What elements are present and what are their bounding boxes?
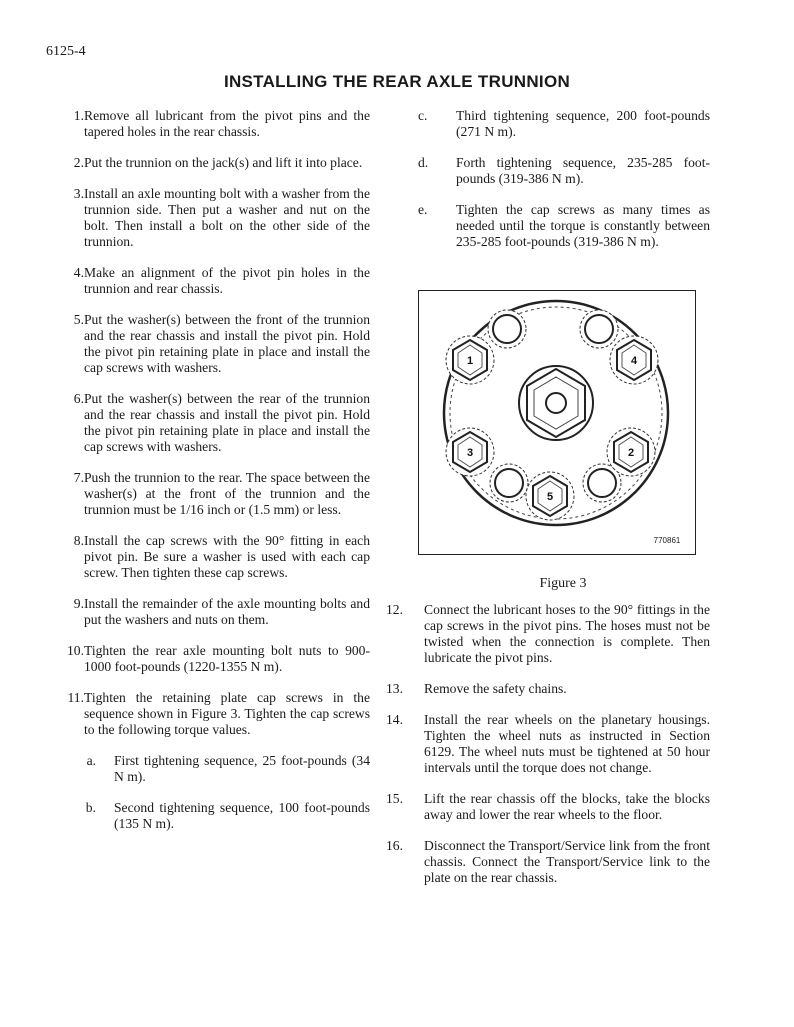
screw-label-4: 4	[630, 355, 638, 367]
substep-text: Tighten the cap screws as many times as needed until the torque is constantly between 235-285 foot-pounds (319-386 N m).	[456, 202, 710, 249]
screw-label-2: 2	[627, 447, 635, 459]
step-item	[386, 791, 710, 823]
substep-text: Second tightening sequence, 100 foot-pounds (135 N m).	[114, 800, 370, 831]
substep-letter: e.	[418, 202, 428, 217]
substep-letter: d.	[418, 155, 429, 170]
step-number: 16.	[386, 838, 403, 853]
substep-letter: b.	[85, 800, 96, 815]
step-text: Install the cap screws with the 90° fitting in each pivot pin. Be sure a washer is used with each cap screw. Then tighten these cap screws.	[84, 533, 370, 580]
step-text: Put the trunnion on the jack(s) and lift it into place.	[84, 155, 363, 170]
right-column-steps	[386, 602, 710, 901]
open-hole-icon	[490, 464, 528, 502]
substep-text: First tightening sequence, 25 foot-pounds (34 N m).	[114, 753, 370, 784]
step-item	[40, 186, 370, 250]
step-item	[40, 643, 370, 675]
step-item	[40, 108, 370, 140]
step-item	[40, 690, 370, 738]
figure-3-diagram	[418, 290, 696, 555]
step-item	[40, 155, 370, 171]
substep-text: Third tightening sequence, 200 foot-pounds (271 N m).	[456, 108, 710, 139]
step-text: Put the washer(s) between the rear of the trunnion and the rear chassis and install the pivot pin. Hold the pivot pin retaining plate in place and install the cap screws with washers.	[84, 391, 370, 454]
step-item	[386, 838, 710, 886]
step-number: 8.	[73, 533, 84, 548]
right-column-substeps	[418, 108, 710, 265]
open-hole-icon	[488, 310, 526, 348]
step-number: 11.	[67, 690, 84, 705]
step-number: 12.	[386, 602, 403, 617]
step-number: 15.	[386, 791, 403, 806]
page-number: 6125-4	[46, 44, 86, 59]
substep-item	[418, 202, 710, 250]
step-item	[40, 596, 370, 628]
figure-caption: Figure 3	[539, 576, 587, 591]
step-text: Remove all lubricant from the pivot pins and the tapered holes in the rear chassis.	[84, 108, 370, 139]
step-number: 7.	[73, 470, 84, 485]
step-text: Lift the rear chassis off the blocks, take the blocks away and lower the rear wheels to the floor.	[424, 791, 710, 822]
step-number: 9.	[73, 596, 84, 611]
step-item	[40, 391, 370, 455]
figure-code: 770861	[653, 536, 681, 545]
step-item	[40, 265, 370, 297]
retaining-plate-illustration	[419, 291, 697, 556]
step-text: Push the trunnion to the rear. The space between the washer(s) at the front of the trunnion and the trunnion must be 1/16 inch or (1.5 mm) or less.	[84, 470, 370, 517]
step-text: Install an axle mounting bolt with a washer from the trunnion side. Then put a washer and nut on the bolt. Then install a bolt on the other side of the trunnion.	[84, 186, 370, 249]
step-item	[40, 312, 370, 376]
step-number: 10.	[67, 643, 84, 658]
screw-label-1: 1	[466, 355, 474, 367]
step-item	[386, 602, 710, 666]
step-text: Tighten the retaining plate cap screws in the sequence shown in Figure 3. Tighten the cap screws to the following torque values.	[84, 690, 370, 737]
step-item	[386, 712, 710, 776]
substep-text: Forth tightening sequence, 235-285 foot-pounds (319-386 N m).	[456, 155, 710, 186]
step-text: Remove the safety chains.	[424, 681, 567, 696]
substep-letter: a.	[86, 753, 96, 768]
step-text: Install the remainder of the axle mounting bolts and put the washers and nuts on them.	[84, 596, 370, 627]
substep-item	[40, 800, 370, 832]
step-number: 1.	[73, 108, 84, 123]
step-text: Disconnect the Transport/Service link from the front chassis. Connect the Transport/Service link to the plate on the rear chassis.	[424, 838, 710, 885]
step-text: Make an alignment of the pivot pin holes in the trunnion and rear chassis.	[84, 265, 370, 296]
step-text: Tighten the rear axle mounting bolt nuts to 900-1000 foot-pounds (1220-1355 N m).	[84, 643, 370, 674]
step-text: Connect the lubricant hoses to the 90° fittings in the cap screws in the pivot pins. The hoses must not be twisted when the connection is complete. Then lubricate the pivot pins.	[424, 602, 710, 665]
left-column	[40, 108, 370, 847]
substep-item	[418, 108, 710, 140]
step-number: 4.	[73, 265, 84, 280]
substep-letter: c.	[418, 108, 428, 123]
step-number: 13.	[386, 681, 403, 696]
screw-label-3: 3	[466, 447, 474, 459]
page-title: INSTALLING THE REAR AXLE TRUNNION	[223, 72, 571, 91]
step-item	[40, 470, 370, 518]
step-item	[386, 681, 710, 697]
screw-label-5: 5	[546, 491, 554, 503]
step-number: 14.	[386, 712, 403, 727]
step-number: 2.	[73, 155, 84, 170]
step-text: Install the rear wheels on the planetary housings. Tighten the wheel nuts as instructed in Section 6129. The wheel nuts must be tightened at 50 hour intervals until the torque does not change.	[424, 712, 710, 775]
step-item	[40, 533, 370, 581]
substep-item	[418, 155, 710, 187]
step-number: 6.	[73, 391, 84, 406]
substep-item	[40, 753, 370, 785]
open-hole-icon	[580, 310, 618, 348]
step-number: 3.	[73, 186, 84, 201]
step-text: Put the washer(s) between the front of the trunnion and the rear chassis and install the pivot pin. Hold the pivot pin retaining plate in place and install the cap screws with washers.	[84, 312, 370, 375]
step-number: 5.	[73, 312, 84, 327]
